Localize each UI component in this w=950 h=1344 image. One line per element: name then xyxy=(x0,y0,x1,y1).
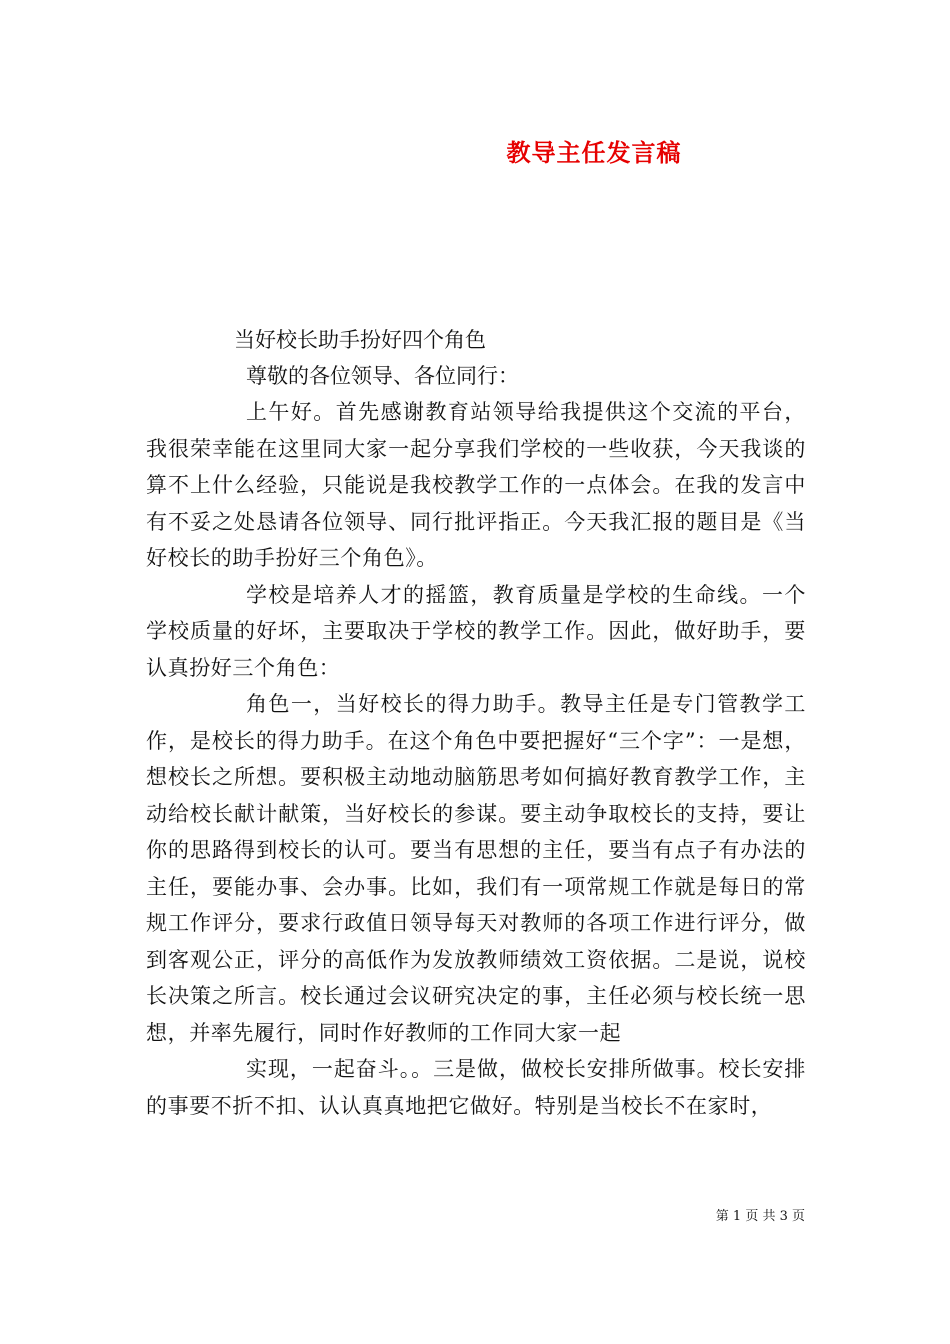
document-body xyxy=(146,322,806,1124)
paragraph-3: 角色一，当好校长的得力助手。教导主任是专门管教学工作，是校长的得力助手。在这个角色中要把握好“三个字”：一是想，想校长之所想。要积极主动地动脑筋思考如何搞好教育教学工作，主动给校长献计献策，当好校长的参谋。要主动争取校长的支持，要让你的思路得到校长的认可。要当有思想的主任，要当有点子有办法的主任，要能办事、会办事。比如，我们有一项常规工作就是每日的常规工作评分，要求行政值日领导每天对教师的各项工作进行评分，做到客观公正，评分的高低作为发放教师绩效工资依据。二是说，说校长决策之所言。校长通过会议研究决定的事，主任必须与校长统一思想，并率先履行，同时作好教师的工作同大家一起 xyxy=(146,692,806,1045)
document-subtitle: 当好校长助手扮好四个角色 xyxy=(234,328,486,352)
page-number-footer: 第 1 页 共 3 页 xyxy=(715,1209,805,1224)
paragraph-4: 实现，一起奋斗。。三是做，做校长安排所做事。校长安排的事要不折不扣、认认真真地把它做好。特别是当校长不在家时， xyxy=(146,1057,806,1118)
document-title: 教导主任发言稿 xyxy=(506,138,682,167)
paragraph-2: 学校是培养人才的摇篮，教育质量是学校的生命线。一个学校质量的好坏，主要取决于学校的教学工作。因此，做好助手，要认真扮好三个角色： xyxy=(146,582,806,680)
paragraph-1: 上午好。首先感谢教育站领导给我提供这个交流的平台，我很荣幸能在这里同大家一起分享我们学校的一些收获，今天我谈的算不上什么经验，只能说是我校教学工作的一点体会。在我的发言中有不妥之处恳请各位领导、同行批评指正。今天我汇报的题目是《当好校长的助手扮好三个角色》。 xyxy=(146,400,806,570)
greeting-line: 尊敬的各位领导、各位同行： xyxy=(246,364,519,388)
